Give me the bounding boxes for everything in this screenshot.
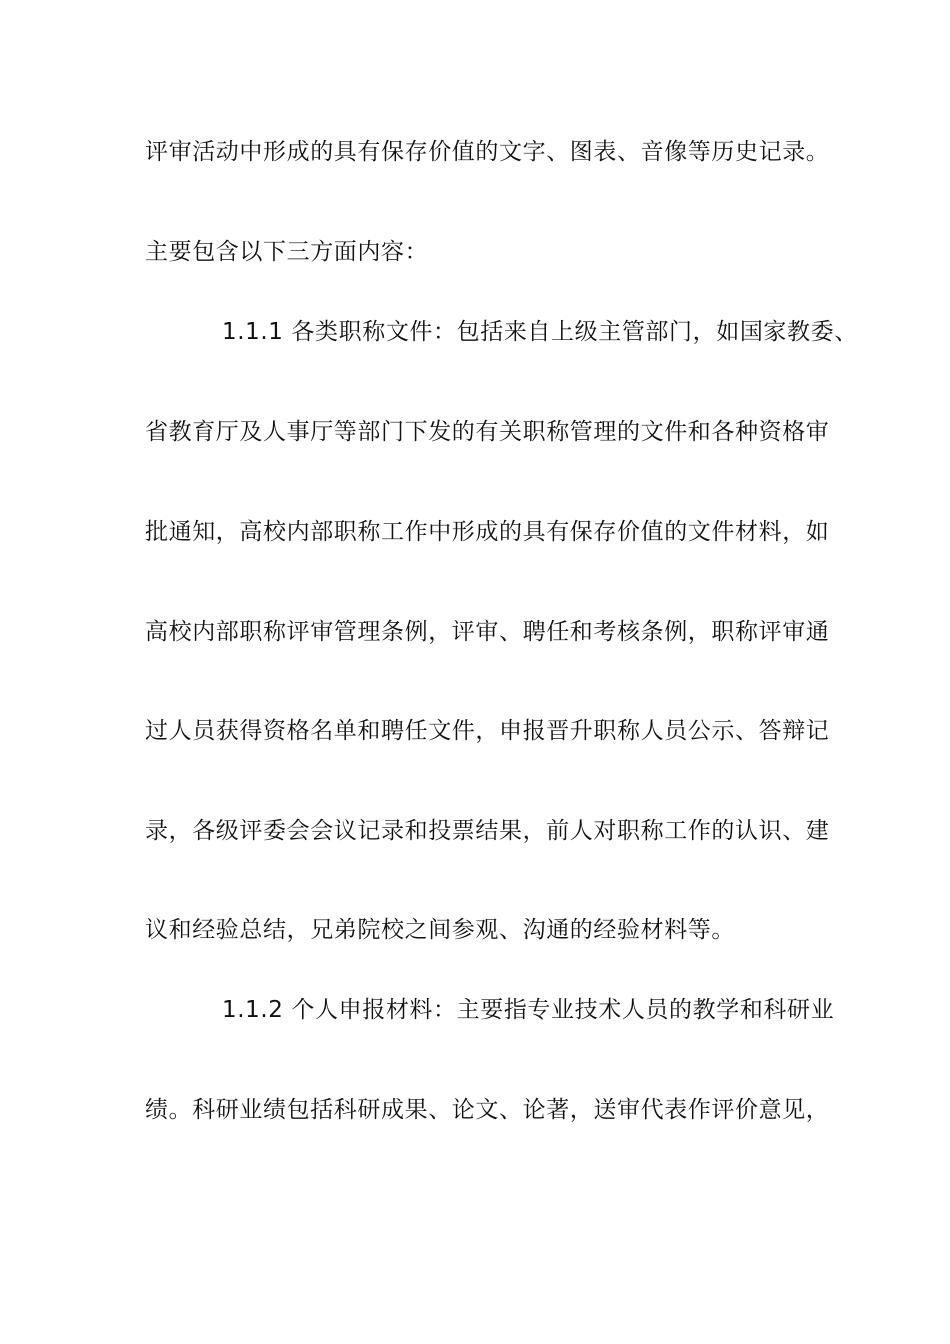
paragraph-line-4: 省教育厅及人事厅等部门下发的有关职称管理的文件和各种资格审: [145, 419, 830, 445]
paragraph-line-11: 绩。科研业绩包括科研成果、论文、论著，送审代表作评价意见，: [145, 1097, 830, 1123]
paragraph-line-8: 录，各级评委会会议记录和投票结果，前人对职称工作的认识、建: [145, 818, 830, 844]
paragraph-line-2: 主要包含以下三方面内容：: [145, 239, 429, 265]
paragraph-line-6: 高校内部职称评审管理条例，评审、聘任和考核条例，职称评审通: [145, 619, 830, 645]
paragraph-line-5: 批通知，高校内部职称工作中形成的具有保存价值的文件材料，如: [145, 519, 830, 545]
paragraph-line-9: 议和经验总结，兄弟院校之间参观、沟通的经验材料等。: [145, 917, 735, 943]
paragraph-line-1: 评审活动中形成的具有保存价值的文字、图表、音像等历史记录。: [145, 139, 830, 165]
paragraph-line-7: 过人员获得资格名单和聘任文件，申报晋升职称人员公示、答辩记: [145, 718, 830, 744]
section-1-1-1-heading-line: 1.1.1 各类职称文件：包括来自上级主管部门，如国家教委、: [222, 319, 858, 345]
section-1-1-2-heading-line: 1.1.2 个人申报材料：主要指专业技术人员的教学和科研业: [222, 997, 835, 1023]
